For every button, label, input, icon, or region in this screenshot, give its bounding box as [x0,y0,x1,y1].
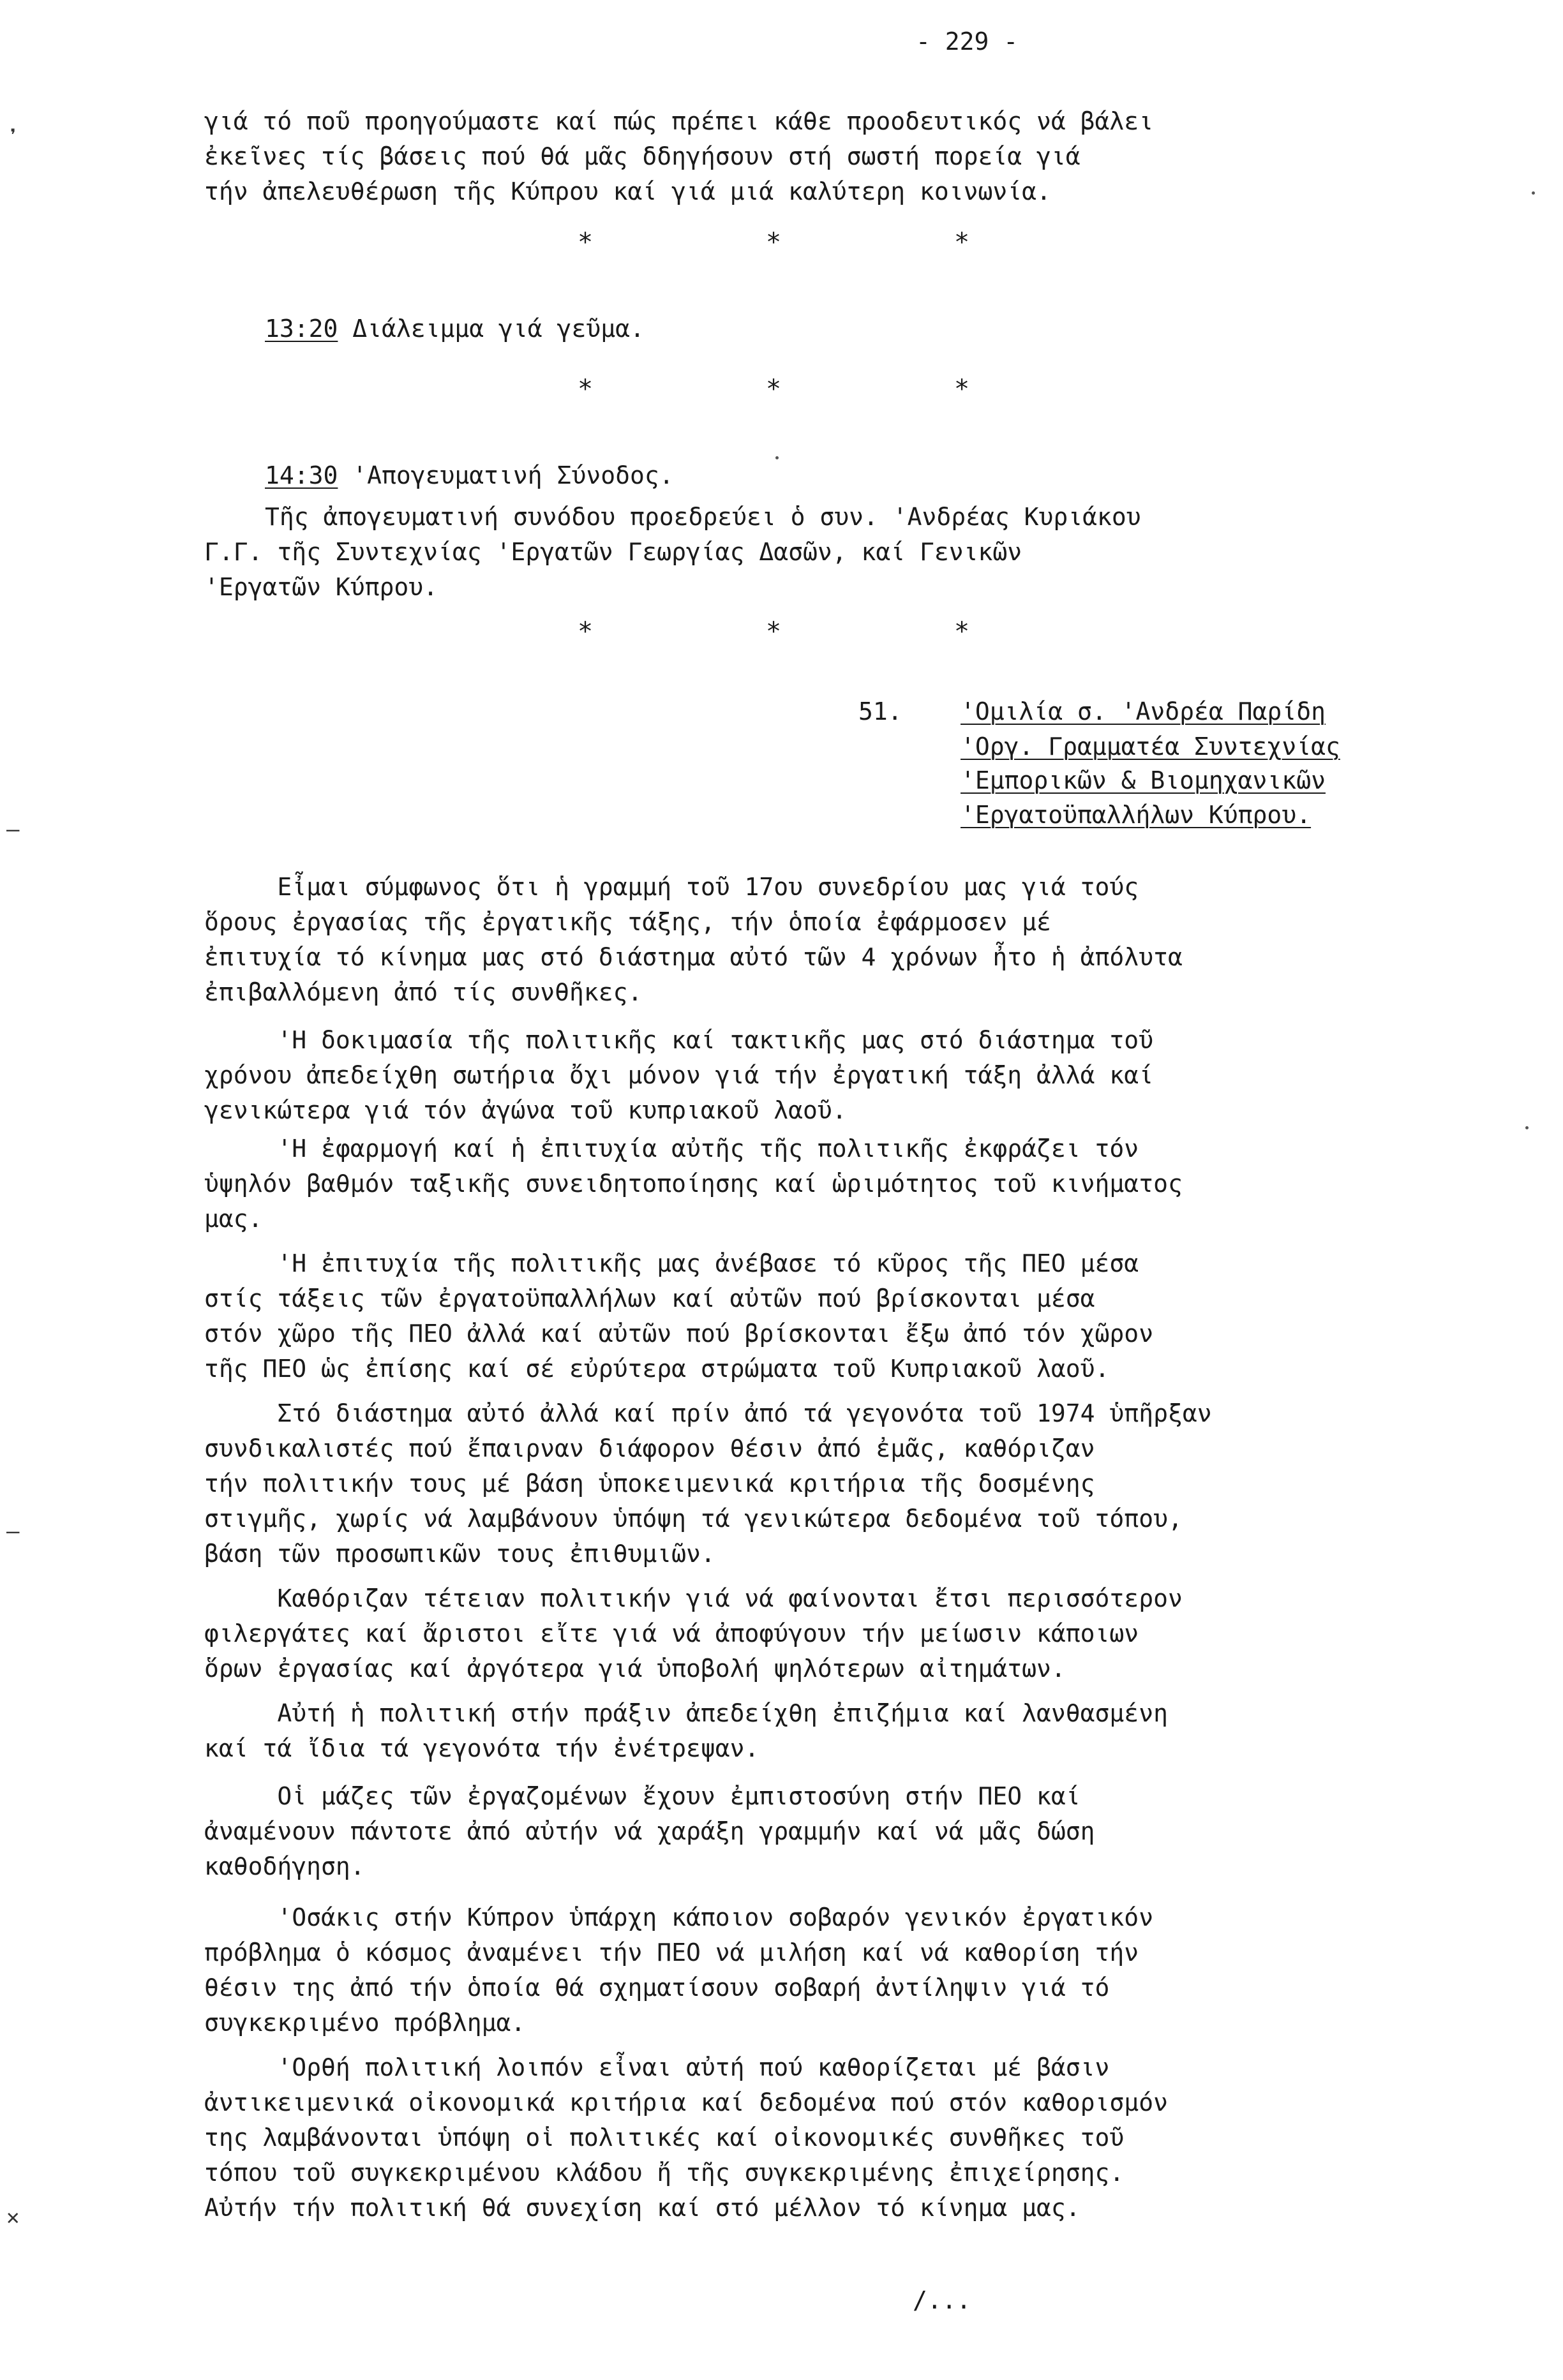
text-line: τόπου τοῦ συγκεκριμένου κλάδου ἤ τῆς συγκεκριμένης ἐπιχείρησης. [204,2159,1125,2187]
text-line: συνδικαλιστές πού ἔπαιρναν διάφορον θέσιν ἀπό ἐμᾶς, καθόριζαν [204,1434,1095,1462]
text-line: Εἶμαι σύμφωνος ὅτι ἡ γραμμή τοῦ 17ου συνεδρίου μας γιά τούς [204,873,1139,901]
scan-speck [1532,191,1535,195]
text-line: τῆς ΠΕΟ ὡς ἐπίσης καί σέ εὐρύτερα στρώματα τοῦ Κυπριακοῦ λαοῦ. [204,1355,1110,1383]
text-line: στίς τάξεις τῶν ἐργατοϋπαλλήλων καί αὐτῶν πού βρίσκονται μέσα [204,1284,1095,1313]
text-line: 'Εργατῶν Κύπρου. [204,573,438,601]
schedule-item [265,459,674,491]
text-line: τήν πολιτικήν τους μέ βάση ὑποκειμενικά κριτήρια τῆς δοσμένης [204,1469,1095,1498]
speech-title: 'Εμπορικῶν & Βιομηχανικῶν [961,766,1326,794]
text-line: ἐπιβαλλόμενη ἀπό τίς συνθῆκες. [204,978,643,1006]
text-line: ὑψηλόν βαθμόν ταξικῆς συνειδητοποίησης καί ὡριμότητος τοῦ κινήματος [204,1170,1183,1198]
text-line: στιγμῆς, χωρίς νά λαμβάνουν ὑπόψη τά γενικώτερα δεδομένα τοῦ τόπου, [204,1505,1183,1533]
text-line: φιλεργάτες καί ἄριστοι εἴτε γιά νά ἀποφύγουν τήν μείωσιν κάποιων [204,1619,1139,1647]
text-line: 'Η ἐπιτυχία τῆς πολιτικῆς μας ἀνέβασε τό κῦρος τῆς ΠΕΟ μέσα [204,1249,1139,1277]
text-line: 'Η δοκιμασία τῆς πολιτικῆς καί τακτικῆς μας στό διάστημα τοῦ [204,1026,1154,1054]
text-line: γιά τό ποῦ προηγούμαστε καί πώς πρέπει κάθε προοδευτικός νά βάλει [204,107,1154,135]
scan-speck [775,456,779,459]
text-line: χρόνου ἀπεδείχθη σωτήρια ὄχι μόνον γιά τήν ἐργατική τάξη ἀλλά καί [204,1061,1154,1089]
session-time: 14:30 [265,461,338,489]
text-line: της λαμβάνονται ὑπόψη οἱ πολιτικές καί οἰκονομικές συνθῆκες τοῦ [204,2123,1125,2152]
margin-mark: ❜ [6,124,20,150]
text-line: Αὐτή ἡ πολιτική στήν πράξιν ἀπεδείχθη ἐπιζήμια καί λανθασμένη [204,1699,1168,1727]
text-line: ἐπιτυχία τό κίνημα μας στό διάστημα αὐτό τῶν 4 χρόνων ἦτο ἡ ἀπόλυτα [204,943,1183,971]
text-line: γενικώτερα γιά τόν ἀγώνα τοῦ κυπριακοῦ λαοῦ. [204,1096,847,1124]
page-number: - 229 - [916,27,1019,56]
session-time: 13:20 [265,315,338,343]
text-line: ἀναμένουν πάντοτε ἀπό αὐτήν νά χαράξη γραμμήν καί νά μᾶς δώση [204,1817,1095,1845]
text-line: συγκεκριμένο πρόβλημα. [204,2009,526,2037]
text-line: 'Η ἐφαρμογή καί ἡ ἐπιτυχία αὐτῆς τῆς πολιτικῆς ἐκφράζει τόν [204,1134,1139,1163]
schedule-item [265,313,645,345]
text-line: Τῆς ἀπογευματινή συνόδου προεδρεύει ὁ συν. 'Ανδρέας Κυριάκου [265,503,1141,531]
text-line: τήν ἀπελευθέρωση τῆς Κύπρου καί γιά μιά καλύτερη κοινωνία. [204,177,1051,205]
text-line: θέσιν της ἀπό τήν ὁποία θά σχηματίσουν σοβαρή ἀντίληψιν γιά τό [204,1974,1110,2002]
margin-mark: ✕ [6,2205,20,2230]
text-line: Καθόριζαν τέτειαν πολιτικήν γιά νά φαίνονται ἔτσι περισσότερον [204,1584,1183,1612]
text-line: Στό διάστημα αὐτό ἀλλά καί πρίν ἀπό τά γεγονότα τοῦ 1974 ὑπῆρξαν [204,1399,1212,1427]
text-line: Γ.Γ. τῆς Συντεχνίας 'Εργατῶν Γεωργίας Δασῶν, καί Γενικῶν [204,538,1022,566]
text-line: ὅρων ἐργασίας καί ἀργότερα γιά ὑποβολή ψηλότερων αἰτημάτων. [204,1655,1066,1683]
text-line: 'Οσάκις στήν Κύπρον ὑπάρχη κάποιον σοβαρόν γενικόν ἐργατικόν [204,1903,1154,1931]
margin-mark: — [6,1519,20,1544]
text-line: 'Ορθή πολιτική λοιπόν εἶναι αὐτή πού καθορίζεται μέ βάσιν [204,2053,1110,2081]
text-line: μας. [204,1205,263,1233]
session-title: 'Απογευματινή Σύνοδος. [338,461,674,489]
text-line: ὅρους ἐργασίας τῆς ἐργατικῆς τάξης, τήν ὁποία ἐφάρμοσεν μέ [204,908,1051,936]
session-title: Διάλειμμα γιά γεῦμα. [338,315,645,343]
speech-title: 'Ομιλία σ. 'Ανδρέα Παρίδη [961,697,1326,725]
document-page: - 229 - ❜ — — ✕ γιά τό ποῦ προηγούμαστε καί πώς πρέπει κάθε προοδευτικός νά βάλει ἐκεῖνες τίς βάσεις πού θά μᾶς δδηγήσουν στή σωστή πορεία γιά τήν ἀπελευθέρωση τῆς Κύπρου καί γιά μιά καλύτερη κοινωνία. * * * 13:20 Διάλειμμα γιά γεῦμα. * * * 14:30 'Απογευματινή Σύνοδος. Τῆς ἀπογευματινή συνόδου προεδρεύει ὁ συν. 'Ανδρέας Κυριάκου Γ.Γ. τῆς Συντεχνίας 'Εργατῶν Γεωργίας Δασῶν, καί Γενικῶν 'Εργατῶν Κύπρου. * * * 51. 'Ομιλία σ. 'Ανδρέα Παρίδη 'Οργ. Γραμματέα Συντεχνίας 'Εμπορικῶν & Βιομηχανικῶν 'Εργατοϋπαλλήλων Κύπρου. Εἶμαι σύμφωνος ὅτι ἡ γραμμή τοῦ 17ου συνεδρίου μας γιά τούς ὅρους ἐργασίας τῆς ἐργατικῆς τάξης, τήν ὁποία ἐφάρμοσεν μέ ἐπιτυχία τό κίνημα μας στό διάστημα αὐτό τῶν 4 χρόνων ἦτο ἡ ἀπόλυτα ἐπιβαλλόμενη ἀπό τίς συνθῆκες. 'Η δοκιμασία τῆς πολιτικῆς καί τακτικῆς μας στό διάστημα τοῦ χρόνου ἀπεδείχθη σωτήρια ὄχι μόνον γιά τήν ἐργατική τάξη ἀλλά καί γενικώτερα γιά τόν ἀγώνα τοῦ κυπριακοῦ λαοῦ. 'Η ἐφαρμογή καί ἡ ἐπιτυχία αὐτῆς τῆς πολιτικῆς ἐκφράζει τόν ὑψηλόν βαθμόν ταξικῆς συνειδητοποίησης καί ὡριμότητος τοῦ κινήματος μας. 'Η ἐπιτυχία τῆς πολιτικῆς μας ἀνέβασε τό κῦρος τῆς ΠΕΟ μέσα στίς τάξεις τῶν ἐργατοϋπαλλήλων καί αὐτῶν πού βρίσκονται μέσα στόν χῶρο τῆς ΠΕΟ ἀλλά καί αὐτῶν πού βρίσκονται ἔξω ἀπό τόν χῶρον τῆς ΠΕΟ ὡς ἐπίσης καί σέ εὐρύτερα στρώματα τοῦ Κυπριακοῦ λαοῦ. Στό διάστημα αὐτό ἀλλά καί πρίν ἀπό τά γεγονότα τοῦ 1974 ὑπῆρξαν συνδικαλιστές πού ἔπαιρναν διάφορον θέσιν ἀπό ἐμᾶς, καθόριζαν τήν πολιτικήν τους μέ βάση ὑποκειμενικά κριτήρια τῆς δοσμένης στιγμῆς, χωρίς νά λαμβάνουν ὑπόψη τά γενικώτερα δεδομένα τοῦ τόπου, βάση τῶν προσωπικῶν τους ἐπιθυμιῶν. Καθόριζαν τέτειαν πολιτικήν γιά νά φαίνονται ἔτσι περισσότερον φιλεργάτες καί ἄριστοι εἴτε γιά νά ἀποφύγουν τήν μείωσιν κάποιων ὅρων ἐργασίας καί ἀργότερα γιά ὑποβολή ψηλότερων αἰτημάτων. Αὐτή ἡ πολιτική στήν πράξιν ἀπεδείχθη ἐπιζήμια καί λανθασμένη καί τά ἴδια τά γεγονότα τήν ἐνέτρεψαν. Οἱ μάζες τῶν ἐργαζομένων ἔχουν ἐμπιστοσύνη στήν ΠΕΟ καί ἀναμένουν πάντοτε ἀπό αὐτήν νά χαράξη γραμμήν καί νά μᾶς δώση καθοδήγηση. 'Οσάκις στήν Κύπρον ὑπάρχη κάποιον σοβαρόν γενικόν ἐργατικόν πρόβλημα ὁ κόσμος ἀναμένει τήν ΠΕΟ νά μιλήση καί νά καθορίση τήν θέσιν της ἀπό τήν ὁποία θά σχηματίσουν σοβαρή ἀντίληψιν γιά τό συγκεκριμένο πρόβλημα. 'Ορθή πολιτική λοιπόν εἶναι αὐτή πού καθορίζεται μέ βάσιν ἀντικειμενικά οἰκονομικά κριτήρια καί δεδομένα πού στόν καθορισμόν της λαμβάνονται ὑπόψη οἱ πολιτικές καί οἰκονομικές συνθῆκες τοῦ τόπου τοῦ συγκεκριμένου κλάδου ἤ τῆς συγκεκριμένης ἐπιχείρησης. Αὐτήν τήν πολιτική θά συνεχίση καί στό μέλλον τό κίνημα μας. /... [0,0,1563,2380]
speech-title: 'Οργ. Γραμματέα Συντεχνίας [961,733,1340,761]
text-line: στόν χῶρο τῆς ΠΕΟ ἀλλά καί αὐτῶν πού βρίσκονται ἔξω ἀπό τόν χῶρον [204,1320,1154,1348]
scan-speck [1525,1126,1529,1129]
text-line: Οἱ μάζες τῶν ἐργαζομένων ἔχουν ἐμπιστοσύνη στήν ΠΕΟ καί [204,1782,1081,1810]
text-line: βάση τῶν προσωπικῶν τους ἐπιθυμιῶν. [204,1540,715,1568]
text-line: ἀντικειμενικά οἰκονομικά κριτήρια καί δεδομένα πού στόν καθορισμόν [204,2088,1168,2116]
speech-title: 'Εργατοϋπαλλήλων Κύπρου. [961,801,1312,829]
text-line: καί τά ἴδια τά γεγονότα τήν ἐνέτρεψαν. [204,1734,759,1762]
speech-number: 51. [858,697,902,725]
text-line: καθοδήγηση. [204,1852,365,1880]
continuation-mark: /... [913,2286,971,2314]
margin-mark: — [6,817,20,842]
text-line: πρόβλημα ὁ κόσμος ἀναμένει τήν ΠΕΟ νά μιλήση καί νά καθορίση τήν [204,1938,1139,1967]
text-line: ἐκεῖνες τίς βάσεις πού θά μᾶς δδηγήσουν στή σωστή πορεία γιά [204,142,1081,170]
text-line: Αὐτήν τήν πολιτική θά συνεχίση καί στό μέλλον τό κίνημα μας. [204,2194,1081,2222]
